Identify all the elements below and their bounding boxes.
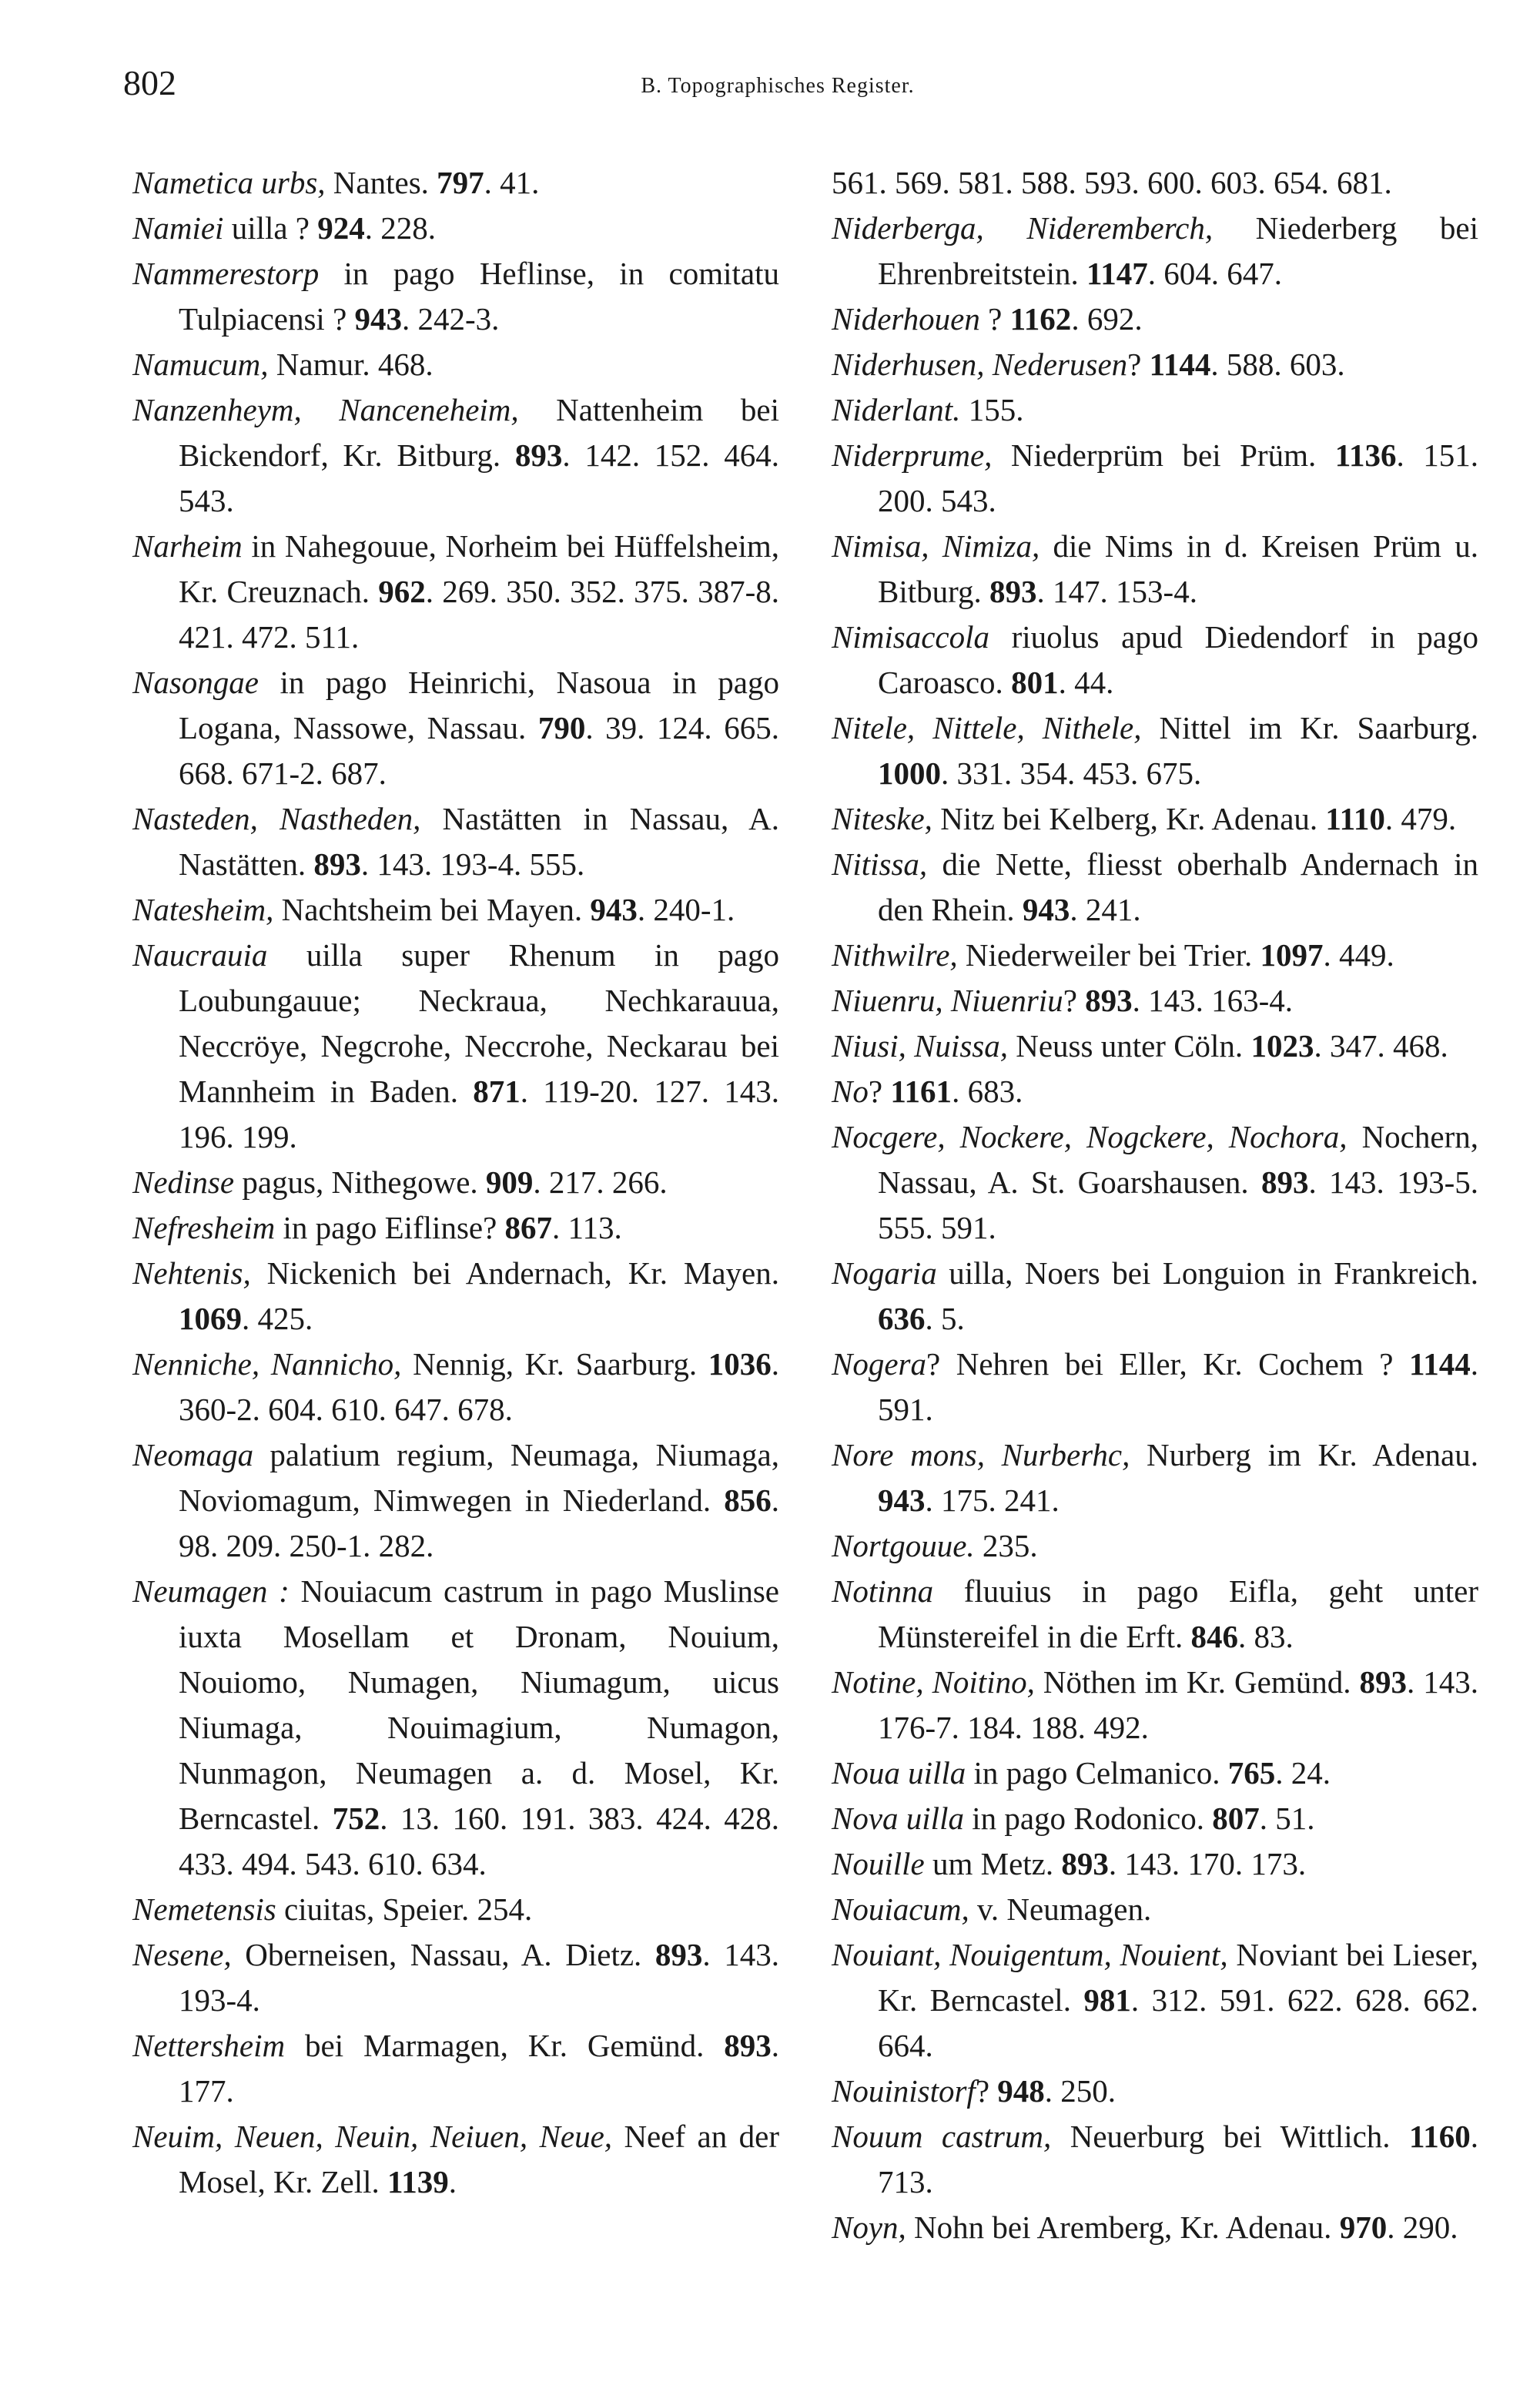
entry-page-refs: . 24. (1275, 1755, 1331, 1791)
entry-page-refs: . 44. (1058, 665, 1114, 700)
entry-document-number: 1110 (1325, 801, 1385, 836)
index-entry (132, 342, 779, 387)
index-entry (832, 615, 1478, 705)
entry-headword: Nettersheim (132, 2028, 286, 2063)
entry-text: uilla, Noers bei Longuion in Frankreich. (936, 1255, 1478, 1291)
entry-page-refs: . 591. (878, 1346, 1478, 1427)
entry-headword: Nanzenheym, Nanceneheim, (132, 392, 519, 427)
entry-text: in pago Rodonico. (963, 1801, 1213, 1836)
entry-headword: Nitissa, (832, 846, 928, 882)
entry-page-refs: . 479. (1384, 801, 1457, 836)
entry-document-number: 893 (989, 574, 1037, 609)
entry-headword: No (832, 1074, 869, 1109)
entry-headword: Niderhouen (832, 301, 980, 337)
index-entry (132, 1887, 779, 1932)
entry-page-refs: . (448, 2164, 457, 2199)
entry-text: Nitz bei Kelberg, Kr. Adenau. (932, 801, 1326, 836)
entry-headword: Nouiacum, (832, 1891, 969, 1927)
index-entry (832, 1569, 1478, 1660)
entry-document-number: 797 (437, 165, 484, 200)
entry-text: Nennig, Kr. Saarburg. (401, 1346, 708, 1382)
entry-document-number: 1097 (1260, 937, 1324, 973)
entry-document-number: 636 (878, 1301, 926, 1336)
entry-page-refs: . 331. 354. 453. 675. (941, 755, 1202, 791)
entry-text: Nochern, Nassau, A. St. Goarshausen. (878, 1119, 1478, 1200)
left-column (132, 160, 779, 2205)
index-entry (832, 433, 1478, 524)
entry-page-refs: . 177. (179, 2028, 779, 2109)
entry-page-refs: . 39. 124. 665. 668. 671-2. 687. (179, 710, 779, 791)
entry-headword: Nogera (832, 1346, 926, 1382)
right-column (832, 160, 1478, 2250)
entry-headword: Niuenru, Niuenriu (832, 983, 1063, 1018)
entry-headword: Nehtenis, (132, 1255, 251, 1291)
entry-headword: Noyn, (832, 2209, 906, 2245)
index-entry (832, 1342, 1478, 1432)
entry-document-number: 893 (1061, 1846, 1109, 1881)
index-entry (132, 160, 779, 206)
entry-page-refs: . 147. 153-4. (1036, 574, 1197, 609)
entry-headword: Nametica urbs, (132, 165, 326, 200)
entry-document-number: 893 (1359, 1664, 1407, 1700)
index-entry (832, 1251, 1478, 1342)
entry-document-number: 943 (1022, 892, 1070, 927)
entry-page-refs: . 692. (1071, 301, 1143, 337)
entry-text: ? Nehren bei Eller, Kr. Cochem ? (926, 1346, 1409, 1382)
entry-headword: Nesene, (132, 1937, 232, 1972)
entry-document-number: 981 (1083, 1982, 1131, 2018)
entry-document-number: 924 (317, 210, 365, 246)
index-entry (832, 1932, 1478, 2069)
entry-text: in Nahegouue, Norheim bei Hüffelsheim, Kr. Creuznach. (179, 528, 779, 609)
entry-headword: Nouiant, Nouigentum, Nouient, (832, 1937, 1228, 1972)
entry-page-refs: . 449. (1323, 937, 1394, 973)
entry-document-number: 943 (354, 301, 403, 337)
entry-page-refs: . 241. (1070, 892, 1141, 927)
index-entry (832, 1523, 1478, 1569)
entry-text: Nohn bei Aremberg, Kr. Adenau. (906, 2209, 1340, 2245)
entry-page-refs: . 143. 193-4. 555. (360, 846, 585, 882)
index-entry (132, 1569, 779, 1887)
index-entry (132, 1251, 779, 1342)
entry-document-number: 948 (997, 2073, 1045, 2109)
index-entry (832, 1796, 1478, 1841)
entry-text: Niederberg bei Ehrenbreitstein. (878, 210, 1479, 291)
entry-document-number: 1136 (1334, 437, 1397, 473)
entry-headword: Nithwilre, (832, 937, 958, 973)
entry-page-refs: . 242-3. (402, 301, 500, 337)
entry-page-refs: . 143. 163-4. (1132, 983, 1294, 1018)
entry-document-number: 943 (878, 1482, 926, 1518)
entry-document-number: 1161 (890, 1074, 952, 1109)
entry-text: in pago Celmanico. (966, 1755, 1228, 1791)
entry-headword: Neomaga (132, 1437, 254, 1472)
entry-document-number: 962 (378, 574, 426, 609)
index-entry (832, 978, 1478, 1023)
index-entry (132, 2114, 779, 2205)
index-entry (832, 796, 1478, 842)
entry-document-number: 752 (332, 1801, 380, 1836)
entry-page-refs: . 175. 241. (925, 1482, 1060, 1518)
entry-headword: Nammerestorp (132, 256, 320, 291)
entry-text: Neuerburg bei Wittlich. (1051, 2119, 1409, 2154)
index-entry (832, 2114, 1478, 2205)
entry-text: Nurberg im Kr. Adenau. (1130, 1437, 1478, 1472)
index-entry (832, 1069, 1478, 1114)
entry-headword: Nortgouue. (832, 1528, 975, 1563)
index-entry (832, 1660, 1478, 1750)
entry-headword: Nogaria (832, 1255, 937, 1291)
entry-headword: Neuim, Neuen, Neuin, Neiuen, Neue, (132, 2119, 613, 2154)
index-entry (132, 1432, 779, 1569)
index-entry (832, 1114, 1478, 1251)
entry-text: ? (1063, 983, 1086, 1018)
entry-document-number: 1160 (1408, 2119, 1471, 2154)
running-title: B. Topographisches Register. (641, 74, 915, 98)
entry-headword: Niteske, (832, 801, 932, 836)
entry-document-number: 909 (485, 1164, 534, 1200)
entry-text: die Nette, fliesst oberhalb Andernach in den Rhein. (878, 846, 1478, 927)
entry-text: 561. 569. 581. 588. 593. 600. 603. 654. 681. (832, 165, 1392, 200)
index-entry (832, 842, 1478, 933)
index-entry (132, 796, 779, 887)
entry-headword: Niusi, Nuissa, (832, 1028, 1008, 1064)
index-entry (832, 2069, 1478, 2114)
entry-text: ? (1127, 347, 1150, 382)
index-entry (832, 160, 1478, 206)
entry-headword: Natesheim, (132, 892, 274, 927)
entry-headword: Namiei (132, 210, 224, 246)
entry-document-number: 1139 (387, 2164, 449, 2199)
entry-text: Nöthen im Kr. Gemünd. (1034, 1664, 1360, 1700)
index-entry (132, 206, 779, 251)
index-entry (132, 2023, 779, 2114)
entry-document-number: 893 (1260, 1164, 1309, 1200)
entry-text: Nastätten in Nassau, A. Nastätten. (179, 801, 779, 882)
index-entry (832, 342, 1478, 387)
index-entry (832, 2205, 1478, 2250)
index-entry (832, 1841, 1478, 1887)
entry-text: bei Marmagen, Kr. Gemünd. (285, 2028, 725, 2063)
entry-page-refs: . 119-20. 127. 143. 196. 199. (179, 1074, 779, 1154)
entry-text: in pago Heinrichi, Nasoua in pago Logana, Nassowe, Nassau. (179, 665, 779, 745)
entry-page-refs: . 713. (878, 2119, 1478, 2199)
entry-headword: Niderhusen, Nederusen (832, 347, 1128, 382)
index-entry (832, 206, 1478, 296)
index-entry (832, 296, 1478, 342)
index-entry (132, 887, 779, 933)
entry-page-refs: . 347. 468. (1314, 1028, 1448, 1064)
index-entry (132, 251, 779, 342)
entry-text: Nouiacum castrum in pago Muslinse iuxta Mosellam et Dronam, Nouium, Nouiomo, Numagen, Niumagum, uicus Niumaga, Nouimagium, Numagon, Nunmagon, Neumagen a. d. Mosel, Kr. Berncastel. (179, 1573, 779, 1836)
entry-text: Oberneisen, Nassau, A. Dietz. (231, 1937, 655, 1972)
entry-document-number: 893 (514, 437, 563, 473)
index-entry (832, 1750, 1478, 1796)
entry-page-refs: . 98. 209. 250-1. 282. (179, 1482, 779, 1563)
index-entry (132, 524, 779, 660)
entry-page-refs: . 113. (552, 1210, 622, 1245)
index-entry (832, 1023, 1478, 1069)
index-entry (832, 705, 1478, 796)
entry-text: ? (975, 2073, 998, 2109)
entry-text: Nantes. (325, 165, 437, 200)
entry-headword: Nouum castrum, (832, 2119, 1052, 2154)
entry-document-number: 807 (1212, 1801, 1260, 1836)
entry-document-number: 893 (1085, 983, 1133, 1018)
entry-headword: Noua uilla (832, 1755, 966, 1791)
entry-page-refs: . 250. (1044, 2073, 1116, 2109)
index-entry (832, 1887, 1478, 1932)
entry-page-refs: . 151. 200. 543. (878, 437, 1479, 518)
entry-text: uilla super Rhenum in pago Loubungauue; Neckraua, Nechkarauua, Neccröye, Negcrohe, Neccrohe, Neckarau bei Mannheim in Baden. (179, 937, 779, 1109)
index-entry (132, 1342, 779, 1432)
entry-headword: Neumagen : (132, 1573, 290, 1609)
entry-document-number: 970 (1339, 2209, 1388, 2245)
entry-headword: Niderprume, (832, 437, 993, 473)
entry-page-refs: . 683. (952, 1074, 1023, 1109)
entry-text: Nickenich bei Andernach, Kr. Mayen. (250, 1255, 779, 1291)
entry-document-number: 893 (724, 2028, 772, 2063)
entry-document-number: 1000 (878, 755, 941, 791)
index-entry (132, 660, 779, 796)
entry-text: 235. (974, 1528, 1038, 1563)
entry-page-refs: . 269. 350. 352. 375. 387-8. 421. 472. 511. (179, 574, 779, 655)
entry-headword: Nocgere, Nockere, Nogckere, Nochora, (832, 1119, 1348, 1154)
entry-page-refs: . 228. (364, 210, 437, 246)
entry-document-number: 856 (724, 1482, 772, 1518)
entry-text: uilla ? (223, 210, 318, 246)
entry-headword: Nimisaccola (832, 619, 989, 655)
entry-page-refs: . 588. 603. (1210, 347, 1345, 382)
entry-text: Niederweiler bei Trier. (957, 937, 1260, 973)
entry-page-refs: . 290. (1387, 2209, 1458, 2245)
entry-document-number: 893 (313, 846, 361, 882)
entry-page-refs: . 143. 193-4. (179, 1937, 779, 2018)
entry-document-number: 1147 (1086, 256, 1148, 291)
index-entry (132, 387, 779, 524)
entry-page-refs: . 142. 152. 464. 543. (179, 437, 780, 518)
entry-document-number: 1069 (179, 1301, 242, 1336)
entry-text: ? (979, 301, 1010, 337)
entry-document-number: 1036 (708, 1346, 772, 1382)
entry-text: Nachtsheim bei Mayen. (273, 892, 591, 927)
entry-page-refs: . 217. 266. (533, 1164, 668, 1200)
entry-headword: Nimisa, Nimiza, (832, 528, 1040, 564)
entry-headword: Nouille (832, 1846, 925, 1881)
entry-page-refs: . 312. 591. 622. 628. 662. 664. (878, 1982, 1479, 2063)
entry-text: Neef an der Mosel, Kr. Zell. (179, 2119, 779, 2199)
entry-page-refs: . 425. (242, 1301, 313, 1336)
entry-headword: Narheim (132, 528, 243, 564)
entry-page-refs: . 240-1. (637, 892, 735, 927)
entry-headword: Niderlant. (832, 392, 961, 427)
entry-document-number: 1144 (1409, 1346, 1471, 1382)
entry-document-number: 846 (1190, 1619, 1238, 1654)
entry-text: Noviant bei Lieser, Kr. Berncastel. (878, 1937, 1478, 2018)
entry-headword: Nenniche, Nannicho, (132, 1346, 402, 1382)
entry-page-refs: . 51. (1259, 1801, 1315, 1836)
entry-text: ? (868, 1074, 891, 1109)
page-header (123, 60, 1432, 114)
index-entry (132, 1160, 779, 1205)
index-entry (832, 1432, 1478, 1523)
entry-page-refs: . 143. 176-7. 184. 188. 492. (878, 1664, 1478, 1745)
entry-text: fluuius in pago Eifla, geht unter Münstereifel in die Erft. (878, 1573, 1478, 1654)
entry-headword: Namucum, (132, 347, 269, 382)
entry-headword: Nore mons, Nurberhc, (832, 1437, 1130, 1472)
entry-text: Niederprüm bei Prüm. (992, 437, 1335, 473)
entry-document-number: 1023 (1250, 1028, 1314, 1064)
entry-page-refs: . 360-2. 604. 610. 647. 678. (179, 1346, 779, 1427)
index-entry (832, 524, 1478, 615)
entry-headword: Niderberga, Nideremberch, (832, 210, 1214, 246)
entry-page-refs: . 143. 170. 173. (1108, 1846, 1307, 1881)
entry-headword: Nouinistorf (832, 2073, 976, 2109)
entry-text: Nattenheim bei Bickendorf, Kr. Bitburg. (179, 392, 779, 473)
entry-document-number: 943 (590, 892, 638, 927)
entry-text: pagus, Nithegowe. (234, 1164, 486, 1200)
index-entry (132, 1205, 779, 1251)
entry-page-refs: . 83. (1237, 1619, 1294, 1654)
entry-document-number: 801 (1011, 665, 1059, 700)
page-number: 802 (123, 63, 176, 102)
index-entry (832, 933, 1478, 978)
entry-text: Neuss unter Cöln. (1007, 1028, 1251, 1064)
entry-headword: Nitele, Nittele, Nithele, (832, 710, 1142, 745)
entry-text: die Nims in d. Kreisen Prüm u. Bitburg. (878, 528, 1478, 609)
entry-headword: Nemetensis (132, 1891, 276, 1927)
entry-page-refs: . 604. 647. (1147, 256, 1282, 291)
entry-headword: Nasongae (132, 665, 259, 700)
entry-headword: Nefresheim (132, 1210, 276, 1245)
entry-text: palatium regium, Neumaga, Niumaga, Noviomagum, Nimwegen in Niederland. (179, 1437, 779, 1518)
entry-text: ciuitas, Speier. 254. (276, 1891, 533, 1927)
entry-text: riuolus apud Diedendorf in pago Caroasco. (878, 619, 1478, 700)
entry-text: Nittel im Kr. Saarburg. (1141, 710, 1478, 745)
entry-document-number: 1162 (1009, 301, 1072, 337)
entry-headword: Nedinse (132, 1164, 235, 1200)
entry-document-number: 765 (1227, 1755, 1276, 1791)
entry-text: in pago Eiflinse? (275, 1210, 505, 1245)
entry-text: Namur. 468. (268, 347, 434, 382)
entry-headword: Notinna (832, 1573, 934, 1609)
index-entry (832, 387, 1478, 433)
index-entry (132, 1932, 779, 2023)
entry-page-refs: . 13. 160. 191. 383. 424. 428. 433. 494. 543. 610. 634. (179, 1801, 779, 1881)
entry-document-number: 893 (654, 1937, 703, 1972)
entry-headword: Nova uilla (832, 1801, 964, 1836)
entry-page-refs: . 143. 193-5. 555. 591. (878, 1164, 1478, 1245)
entry-text: um Metz. (924, 1846, 1062, 1881)
entry-document-number: 1144 (1149, 347, 1211, 382)
entry-text: in pago Heflinse, in comitatu Tulpiacensi ? (179, 256, 779, 337)
entry-page-refs: . 5. (925, 1301, 965, 1336)
entry-text: v. Neumagen. (969, 1891, 1152, 1927)
index-entry (132, 933, 779, 1160)
entry-headword: Naucrauia (132, 937, 268, 973)
entry-page-refs: . 41. (484, 165, 540, 200)
entry-document-number: 867 (504, 1210, 553, 1245)
entry-document-number: 790 (537, 710, 586, 745)
entry-headword: Notine, Noitino, (832, 1664, 1035, 1700)
entry-headword: Nasteden, Nastheden, (132, 801, 421, 836)
entry-text: 155. (960, 392, 1024, 427)
entry-document-number: 871 (473, 1074, 521, 1109)
